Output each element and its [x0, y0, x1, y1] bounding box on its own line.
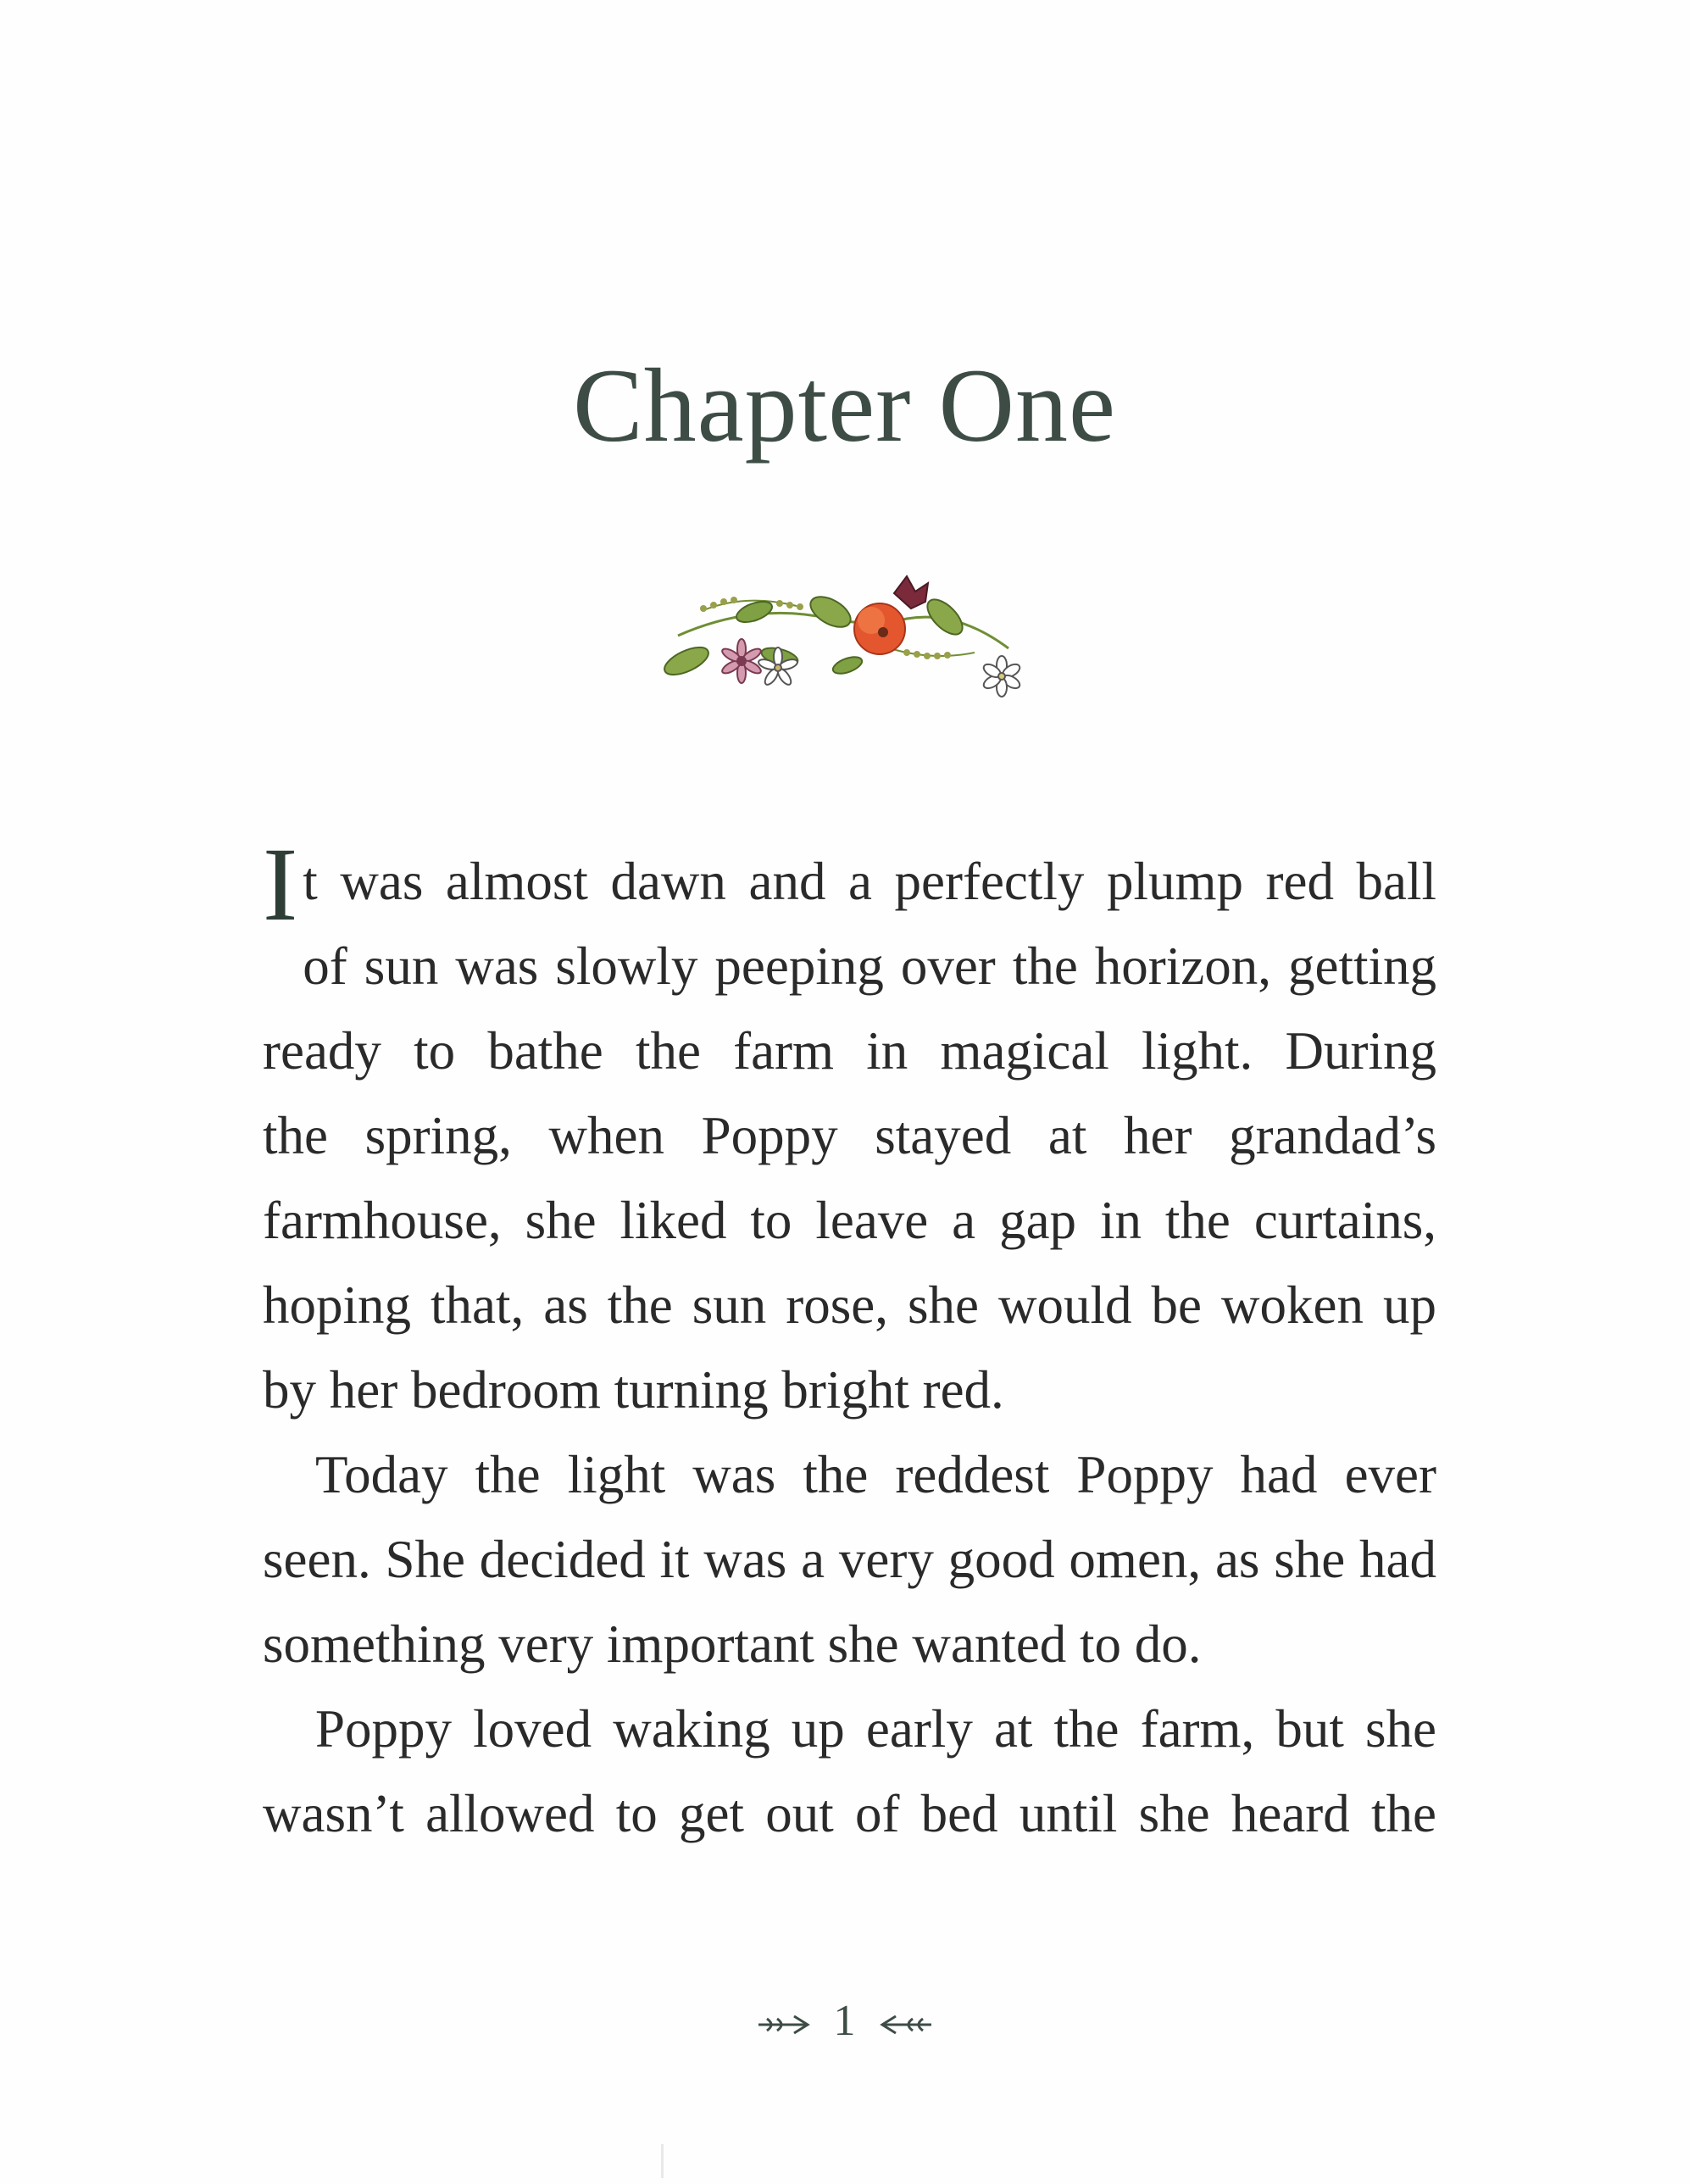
text-line: of sun was slowly peeping over the horizon, getting — [303, 936, 1436, 996]
floral-garland-icon — [653, 568, 1042, 703]
text-line: ready to bathe the farm in magical light. During — [263, 1021, 1436, 1081]
drop-cap: I — [263, 826, 298, 942]
text-line: the spring, when Poppy stayed at her grandad’s — [263, 1106, 1436, 1165]
paragraph — [263, 1687, 1436, 1856]
page-footer — [0, 1996, 1689, 2046]
scan-artifact — [661, 2144, 664, 2178]
page-number: 1 — [833, 1997, 856, 2045]
text-line: Today the light was the reddest Poppy had ever — [315, 1445, 1436, 1504]
paragraph — [263, 1432, 1436, 1687]
arrow-right-flourish-icon — [755, 2012, 814, 2037]
text-line: t was almost dawn and a perfectly plump red ball — [303, 852, 1436, 911]
text-line: seen. She decided it was a very good omen, as she had — [263, 1530, 1436, 1589]
paragraph — [263, 826, 1436, 1432]
arrow-left-flourish-icon — [875, 2012, 935, 2037]
text-line: something very important she wanted to do. — [263, 1614, 1202, 1674]
chapter-title: Chapter One — [572, 347, 1117, 464]
text-line: by her bedroom turning bright red. — [263, 1360, 1004, 1420]
text-line: wasn’t allowed to get out of bed until she heard the — [263, 1784, 1436, 1843]
text-line: Poppy loved waking up early at the farm, but she — [315, 1699, 1436, 1759]
text-line: farmhouse, she liked to leave a gap in the curtains, — [263, 1191, 1436, 1250]
chapter-body — [263, 826, 1436, 1856]
text-line: hoping that, as the sun rose, she would be woken up — [263, 1275, 1436, 1335]
